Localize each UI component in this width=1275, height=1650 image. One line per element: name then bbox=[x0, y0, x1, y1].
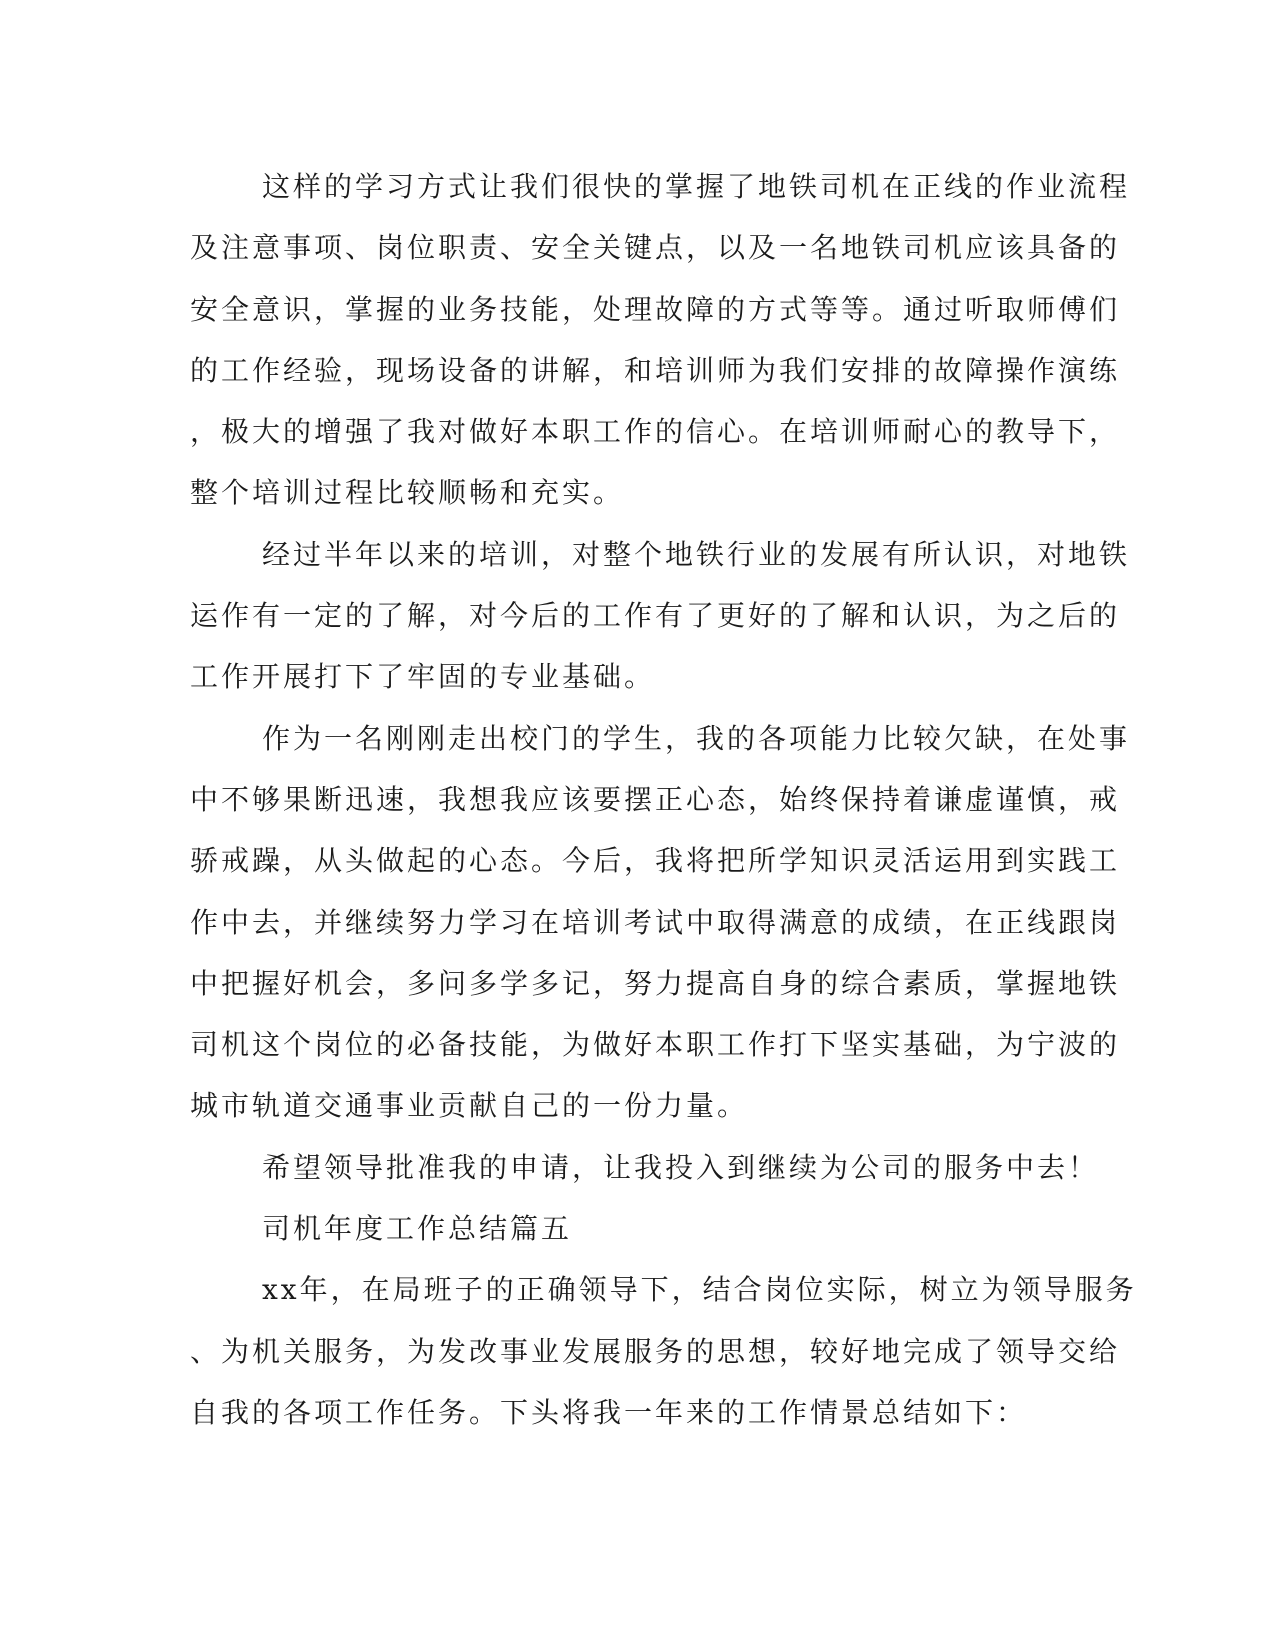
text-line: 中把握好机会，多问多学多记，努力提高自身的综合素质，掌握地铁 bbox=[190, 966, 1121, 1000]
text-line: 骄戒躁，从头做起的心态。今后，我将把所学知识灵活运用到实践工 bbox=[190, 844, 1121, 878]
text-line: 这样的学习方式让我们很快的掌握了地铁司机在正线的作业流程 bbox=[262, 170, 1131, 203]
text-line: 作为一名刚刚走出校门的学生，我的各项能力比较欠缺，在处事 bbox=[262, 721, 1131, 755]
text-line: 工作开展打下了牢固的专业基础。 bbox=[190, 660, 656, 694]
document-body bbox=[190, 156, 1137, 1443]
text-line: 的工作经验，现场设备的讲解，和培训师为我们安排的故障操作演练 bbox=[190, 353, 1121, 387]
text-line: 及注意事项、岗位职责、安全关键点，以及一名地铁司机应该具备的 bbox=[190, 231, 1121, 265]
text-line: 司机这个岗位的必备技能，为做好本职工作打下坚实基础，为宁波的 bbox=[190, 1028, 1121, 1062]
text-line: 中不够果断迅速，我想我应该要摆正心态，始终保持着谦虚谨慎，戒 bbox=[190, 782, 1121, 816]
text-line: 、为机关服务，为发改事业发展服务的思想，较好地完成了领导交给 bbox=[190, 1334, 1121, 1368]
text-line: 自我的各项工作任务。下头将我一年来的工作情景总结如下： bbox=[190, 1395, 1028, 1429]
text-line: 整个培训过程比较顺畅和充实。 bbox=[190, 476, 625, 510]
text-line: xx年，在局班子的正确领导下，结合岗位实际，树立为领导服务 bbox=[262, 1273, 1137, 1307]
text-line: 城市轨道交通事业贡献自己的一份力量。 bbox=[190, 1089, 749, 1123]
text-line: 经过半年以来的培训，对整个地铁行业的发展有所认识，对地铁 bbox=[262, 537, 1131, 571]
text-line: 安全意识，掌握的业务技能，处理故障的方式等等。通过听取师傅们 bbox=[190, 292, 1121, 326]
text-line: 作中去，并继续努力学习在培训考试中取得满意的成绩，在正线跟岗 bbox=[190, 905, 1121, 939]
section-heading: 司机年度工作总结篇五 bbox=[262, 1212, 573, 1246]
text-line: ，极大的增强了我对做好本职工作的信心。在培训师耐心的教导下， bbox=[190, 415, 1121, 449]
text-line: 希望领导批准我的申请，让我投入到继续为公司的服务中去！ bbox=[262, 1150, 1100, 1184]
text-line: 运作有一定的了解，对今后的工作有了更好的了解和认识，为之后的 bbox=[190, 599, 1121, 633]
